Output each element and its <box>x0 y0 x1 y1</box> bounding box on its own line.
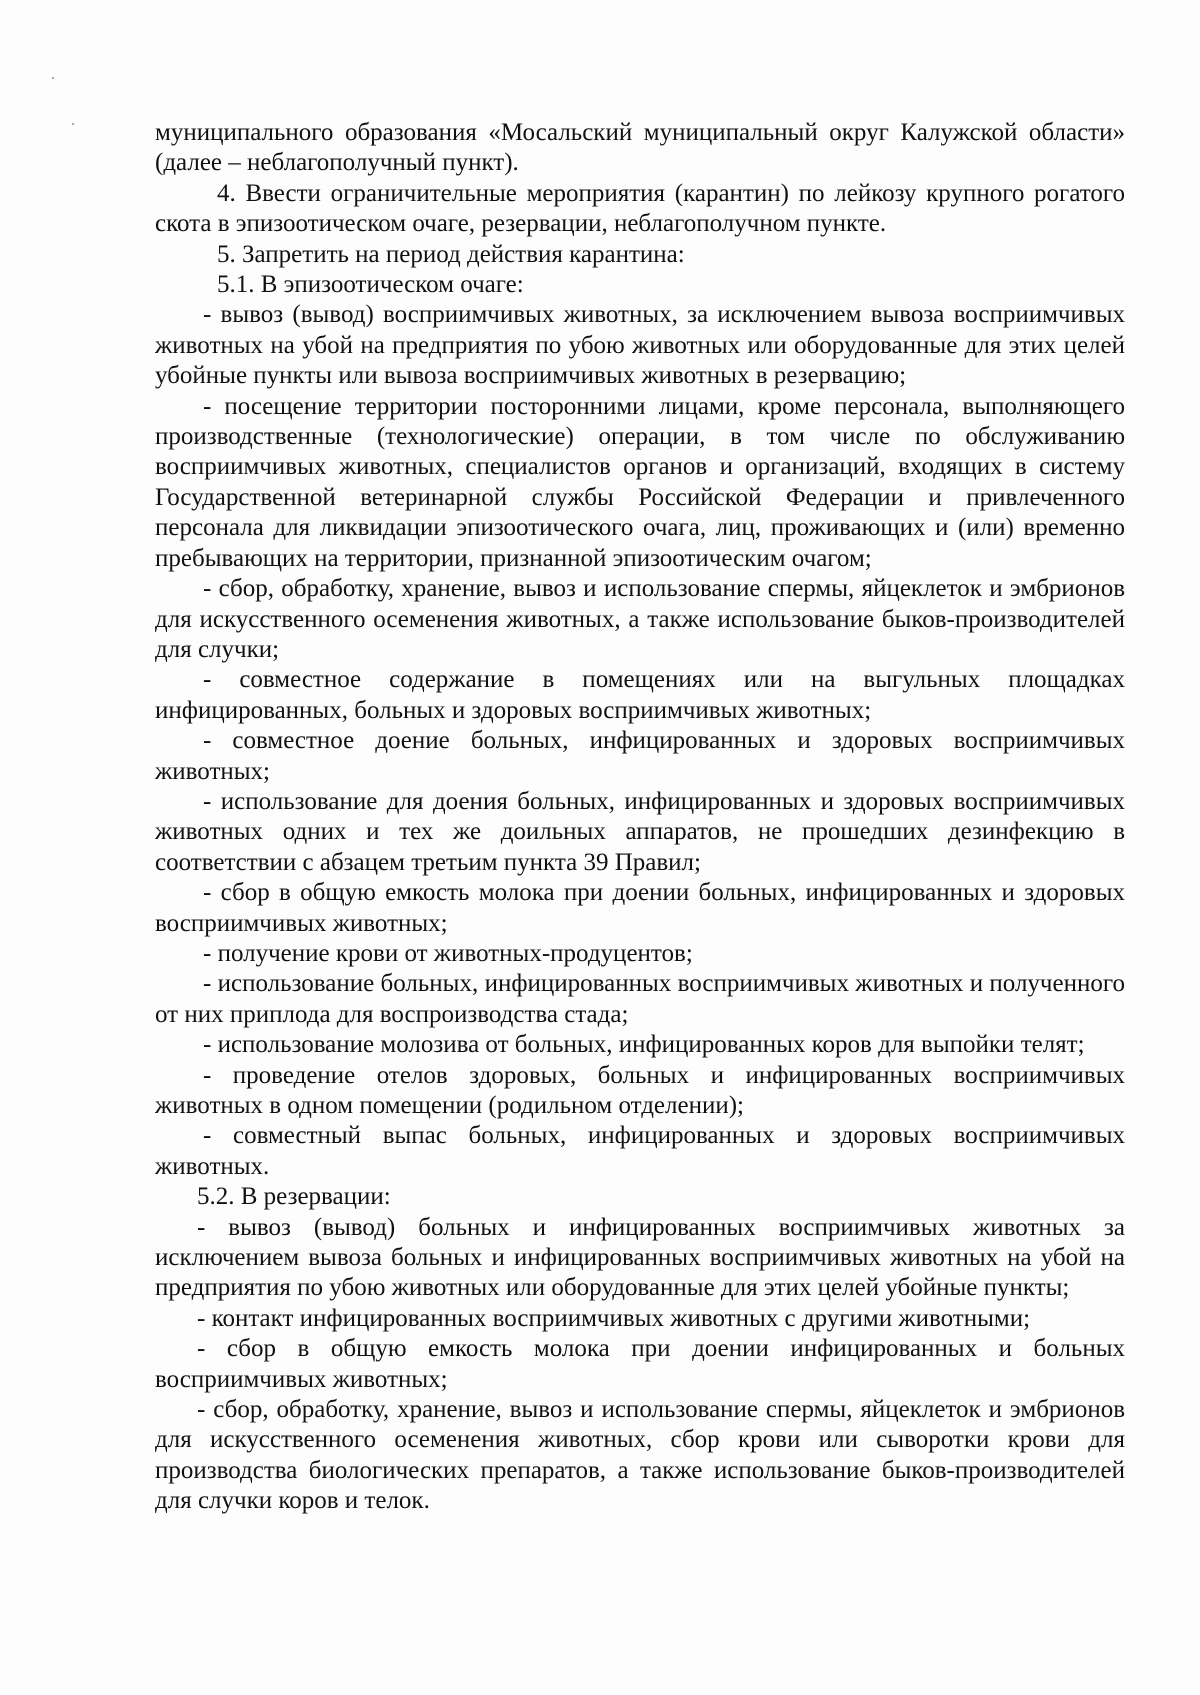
scan-artifact <box>72 123 74 125</box>
document-body <box>155 118 1125 1517</box>
list-item: - сбор в общую емкость молока при доении инфицированных и больных восприимчивых животных; <box>155 1335 1125 1393</box>
list-item: - совместное доение больных, инфицированных и здоровых восприимчивых животных; <box>155 727 1125 785</box>
list-item: - вывоз (вывод) больных и инфицированных восприимчивых животных за исключением вывоза больных и инфицированных восприимчивых животных на убой на предприятия по убою животных или оборудованные для этих целей убойные пункты; <box>155 1213 1125 1302</box>
list-item: - совместный выпас больных, инфицированных и здоровых восприимчивых животных. <box>155 1122 1125 1180</box>
paragraph-item-4: 4. Ввести ограничительные мероприятия (карантин) по лейкозу крупного рогатого скота в эпизоотическом очаге, резервации, неблагополучном пункте. <box>155 179 1125 238</box>
list-item: - сбор, обработку, хранение, вывоз и использование спермы, яйцеклеток и эмбрионов для искусственного осеменения животных, сбор крови или сыворотки крови для производства биологических препаратов, а также использование быков-производителей для случки коров и телок. <box>155 1396 1125 1515</box>
list-item: - использование для доения больных, инфицированных и здоровых восприимчивых животных одних и тех же доильных аппаратов, не прошедших дезинфекцию в соответствии с абзацем третьим пункта 39 Правил; <box>155 787 1125 876</box>
list-item: - контакт инфицированных восприимчивых животных с другими животными; <box>197 1304 1031 1332</box>
list-item: - посещение территории посторонними лицами, кроме персонала, выполняющего производственные (технологические) операции, в том числе по обслуживанию восприимчивых животных, специалистов органов и организаций, входящих в систему Государственной ветеринарной службы Российской Федерации и привлеченного персонала для ликвидации эпизоотического очага, лиц, проживающих и (или) временно пребывающих на территории, признанной эпизоотическим очагом; <box>155 392 1125 572</box>
list-item: - проведение отелов здоровых, больных и инфицированных восприимчивых животных в одном помещении (родильном отделении); <box>155 1061 1125 1119</box>
list-item: - получение крови от животных-продуцентов; <box>203 939 693 967</box>
list-item: - сбор в общую емкость молока при доении больных, инфицированных и здоровых восприимчивых животных; <box>155 879 1125 937</box>
paragraph-item-5-2: 5.2. В резервации: <box>197 1183 391 1211</box>
list-item: - совместное содержание в помещениях или на выгульных площадках инфицированных, больных и здоровых восприимчивых животных; <box>155 666 1125 724</box>
paragraph-item-5-1: 5.1. В эпизоотическом очаге: <box>217 271 524 299</box>
list-item: - использование молозива от больных, инфицированных коров для выпойки телят; <box>203 1031 1085 1059</box>
list-item: - сбор, обработку, хранение, вывоз и использование спермы, яйцеклеток и эмбрионов для искусственного осеменения животных, а также использование быков-производителей для случки; <box>155 575 1125 663</box>
paragraph-continuation: муниципального образования «Мосальский муниципальный округ Калужской области» (далее – неблагополучный пункт). <box>155 119 1125 177</box>
scan-artifact <box>52 77 54 79</box>
paragraph-item-5: 5. Запретить на период действия карантина: <box>217 240 685 268</box>
list-item: - вывоз (вывод) восприимчивых животных, за исключением вывоза восприимчивых животных на убой на предприятия по убою животных или оборудованные для этих целей убойные пункты или вывоза восприимчивых животных в резервацию; <box>155 301 1125 390</box>
list-item: - использование больных, инфицированных восприимчивых животных и полученного от них приплода для воспроизводства стада; <box>155 970 1125 1028</box>
